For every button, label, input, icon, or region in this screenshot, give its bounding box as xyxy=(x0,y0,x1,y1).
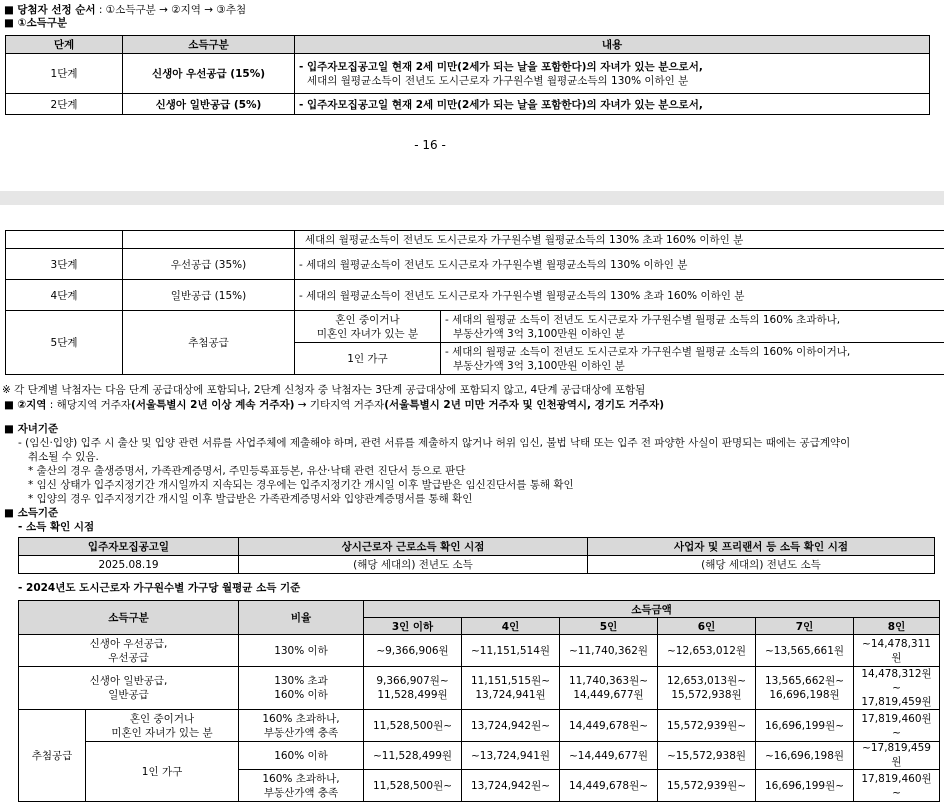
amount-cell: 17,819,460원~ xyxy=(854,770,940,802)
sub-type-cell: 혼인 중이거나 미혼인 자녀가 있는 분 xyxy=(295,311,441,343)
col-header-household-size: 5인 xyxy=(560,618,658,635)
col-header-income-type: 소득구분 xyxy=(123,36,295,54)
row-label: 1인 가구 xyxy=(86,742,239,802)
income-standard-subheading: - 2024년도 도시근로자 가구원수별 가구당 월평균 소득 기준 xyxy=(18,580,300,595)
col-header-stage: 단계 xyxy=(6,36,123,54)
stage-cell: 1단계 xyxy=(6,54,123,94)
table-row xyxy=(6,249,944,280)
stage-cell: 5단계 xyxy=(6,311,123,375)
table-cell: (해당 세대의) 전년도 소득 xyxy=(588,556,935,574)
income-type-cell: 신생아 일반공급 (5%) xyxy=(123,94,295,115)
content-cell: - 입주자모집공고일 현재 2세 미만(2세가 되는 날을 포함한다)의 자녀가 있는 분으로서, xyxy=(295,94,930,115)
table-row xyxy=(19,635,940,667)
amount-cell: ~16,696,198원 xyxy=(756,742,854,770)
income-check-subheading: - 소득 확인 시점 xyxy=(18,519,94,534)
page-number: - 16 - xyxy=(0,138,860,152)
table-row xyxy=(6,94,930,115)
income-check-table xyxy=(18,537,935,574)
table-row xyxy=(19,742,940,770)
stage-cell: 3단계 xyxy=(6,249,123,280)
amount-cell: ~17,819,459원 xyxy=(854,742,940,770)
table-row xyxy=(19,667,940,710)
row-group-label: 추첨공급 xyxy=(19,710,86,802)
row-label: 신생아 일반공급, 일반공급 xyxy=(19,667,239,710)
col-header-ratio: 비율 xyxy=(239,601,364,635)
child-criteria-text: 취소될 수 있음. xyxy=(28,449,99,464)
note-text: ※ 각 단계별 낙첨자는 다음 단계 공급대상에 포함되나, 2단계 신청자 중 낙첨자는 3단계 공급대상에 포함되지 않고, 4단계 공급대상에 포함됨 xyxy=(2,382,645,397)
row-label: 신생아 우선공급, 우선공급 xyxy=(19,635,239,667)
amount-cell: 11,528,500원~ xyxy=(364,710,462,742)
col-header-household-size: 6인 xyxy=(658,618,756,635)
amount-cell: 13,724,942원~ xyxy=(462,710,560,742)
sub-type-cell: 1인 가구 xyxy=(295,343,441,375)
content-cell: - 세대의 월평균소득이 전년도 도시근로자 가구원수별 월평균소득의 130% 초과 160% 이하인 분 xyxy=(295,280,944,311)
income-standard-table xyxy=(18,600,940,802)
col-header-household-size: 7인 xyxy=(756,618,854,635)
amount-cell: 16,696,199원~ xyxy=(756,770,854,802)
amount-cell: ~11,740,362원 xyxy=(560,635,658,667)
amount-cell: 11,528,500원~ xyxy=(364,770,462,802)
col-header-household-size: 4인 xyxy=(462,618,560,635)
ratio-cell: 160% 초과하나, 부동산가액 충족 xyxy=(239,770,364,802)
table-row xyxy=(6,231,944,249)
child-criteria-text: - (임신·입양) 입주 시 출산 및 입양 관련 서류를 사업주체에 제출해야 하며, 관련 서류를 제출하지 않거나 허위 임신, 불법 낙태 또는 입주 전 파양한 사실이 판명되는 때에는 공급계약이 xyxy=(18,435,850,450)
amount-cell: 15,572,939원~ xyxy=(658,770,756,802)
amount-cell: 9,366,907원~ 11,528,499원 xyxy=(364,667,462,710)
income-criteria-heading: ■ 소득기준 xyxy=(4,505,58,520)
ratio-cell: 130% 이하 xyxy=(239,635,364,667)
table-cell: 2025.08.19 xyxy=(19,556,239,574)
income-section-heading: ■ ①소득구분 xyxy=(4,15,67,30)
table-row xyxy=(19,710,940,742)
ratio-cell: 160% 초과하나, 부동산가액 충족 xyxy=(239,710,364,742)
amount-cell: 17,819,460원~ xyxy=(854,710,940,742)
table-cell: (해당 세대의) 전년도 소득 xyxy=(239,556,588,574)
stage-cell: 4단계 xyxy=(6,280,123,311)
income-type-cell: 우선공급 (35%) xyxy=(123,249,295,280)
col-header-content: 내용 xyxy=(295,36,930,54)
row-label: 혼인 중이거나 미혼인 자녀가 있는 분 xyxy=(86,710,239,742)
table-row xyxy=(19,556,935,574)
col-header-household-size: 8인 xyxy=(854,618,940,635)
amount-cell: ~14,449,677원 xyxy=(560,742,658,770)
stage-cell: 2단계 xyxy=(6,94,123,115)
content-cell: - 세대의 월평균 소득이 전년도 도시근로자 가구원수별 월평균 소득의 160% 이하이거나, 부동산가액 3억 3,100만원 이하인 분 xyxy=(441,343,944,375)
amount-cell: 14,449,678원~ xyxy=(560,770,658,802)
selection-order-line: ■ 당첨자 선정 순서 : ①소득구분 → ②지역 → ③추첨 xyxy=(4,2,246,17)
col-header: 상시근로자 근로소득 확인 시점 xyxy=(239,538,588,556)
amount-cell: 13,724,942원~ xyxy=(462,770,560,802)
amount-cell: ~11,151,514원 xyxy=(462,635,560,667)
col-header-household-size: 3인 이하 xyxy=(364,618,462,635)
amount-cell: 11,740,363원~ 14,449,677원 xyxy=(560,667,658,710)
col-header-income-amount: 소득금액 xyxy=(364,601,940,618)
col-header-income-type: 소득구분 xyxy=(19,601,239,635)
amount-cell: 15,572,939원~ xyxy=(658,710,756,742)
content-cell: 세대의 월평균소득이 전년도 도시근로자 가구원수별 월평균소득의 130% 초과 160% 이하인 분 xyxy=(295,231,944,249)
amount-cell: 14,478,312원~ 17,819,459원 xyxy=(854,667,940,710)
amount-cell: ~11,528,499원 xyxy=(364,742,462,770)
amount-cell: ~13,565,661원 xyxy=(756,635,854,667)
amount-cell: ~9,366,906원 xyxy=(364,635,462,667)
income-type-cell: 신생아 우선공급 (15%) xyxy=(123,54,295,94)
child-criteria-heading: ■ 자녀기준 xyxy=(4,421,58,436)
content-cell: - 입주자모집공고일 현재 2세 미만(2세가 되는 날을 포함한다)의 자녀가 있는 분으로서, 세대의 월평균소득이 전년도 도시근로자 가구원수별 월평균소득의 130% 이하인 분 xyxy=(295,54,930,94)
region-line: ■ ②지역 : 해당지역 거주자(서울특별시 2년 이상 계속 거주자) → 기타지역 거주자(서울특별시 2년 미만 거주자 및 인천광역시, 경기도 거주자) xyxy=(4,397,664,412)
income-type-cell: 일반공급 (15%) xyxy=(123,280,295,311)
amount-cell: 14,449,678원~ xyxy=(560,710,658,742)
stage-table-top xyxy=(5,35,930,115)
amount-cell: ~15,572,938원 xyxy=(658,742,756,770)
child-criteria-note: * 입양의 경우 입주지정기간 개시일 이후 발급받은 가족관계증명서와 입양관계증명서를 통해 확인 xyxy=(28,491,472,506)
amount-cell: 12,653,013원~ 15,572,938원 xyxy=(658,667,756,710)
amount-cell: ~13,724,941원 xyxy=(462,742,560,770)
child-criteria-note: * 임신 상태가 입주지정기간 개시일까지 지속되는 경우에는 입주지정기간 개시일 이후 발급받은 임신진단서를 통해 확인 xyxy=(28,477,574,492)
table-row xyxy=(6,54,930,94)
amount-cell: ~12,653,012원 xyxy=(658,635,756,667)
amount-cell: ~14,478,311원 xyxy=(854,635,940,667)
child-criteria-note: * 출산의 경우 출생증명서, 가족관계증명서, 주민등록표등본, 유산·낙태 관련 진단서 등으로 판단 xyxy=(28,463,465,478)
content-cell: - 세대의 월평균소득이 전년도 도시근로자 가구원수별 월평균소득의 130% 이하인 분 xyxy=(295,249,944,280)
amount-cell: 16,696,199원~ xyxy=(756,710,854,742)
income-type-cell: 추첨공급 xyxy=(123,311,295,375)
col-header: 입주자모집공고일 xyxy=(19,538,239,556)
col-header: 사업자 및 프리랜서 등 소득 확인 시점 xyxy=(588,538,935,556)
stage-table-bottom xyxy=(5,230,944,375)
table-row xyxy=(6,311,944,343)
ratio-cell: 130% 초과 160% 이하 xyxy=(239,667,364,710)
amount-cell: 13,565,662원~ 16,696,198원 xyxy=(756,667,854,710)
table-row xyxy=(6,280,944,311)
page-break-band xyxy=(0,191,944,205)
amount-cell: 11,151,515원~ 13,724,941원 xyxy=(462,667,560,710)
ratio-cell: 160% 이하 xyxy=(239,742,364,770)
content-cell: - 세대의 월평균 소득이 전년도 도시근로자 가구원수별 월평균 소득의 160% 초과하나, 부동산가액 3억 3,100만원 이하인 분 xyxy=(441,311,944,343)
